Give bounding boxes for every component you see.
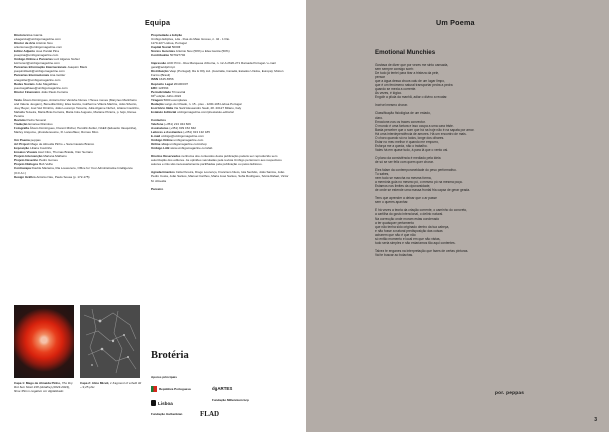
credit-role: Online shop	[151, 142, 169, 147]
poem-line: tudo seria simples e não estaríamos tão aqui contentes.	[375, 240, 456, 245]
credit-line	[151, 187, 291, 191]
credit-value: José Pardal Pina	[35, 49, 59, 54]
credit-line	[151, 154, 291, 166]
poem-line: pensar	[375, 75, 385, 80]
credit-role: Assinaturas	[151, 125, 169, 130]
page-number: 3	[594, 417, 597, 423]
poem-stanza	[375, 249, 595, 257]
credit-value: Ana Gottler	[49, 73, 66, 78]
cover-1-caption	[14, 381, 76, 393]
poem-line: Às vezes, é lógico.	[375, 91, 403, 96]
caption-label: Capa 1: Mago de Almeida Pinho,	[14, 381, 61, 385]
credit-role: Agradecimentos	[151, 170, 175, 175]
credit-value: umbigomagazine.com/pt/estatuto-editorial	[177, 109, 234, 114]
caption-label: Capa 2: Alice Miceli,	[80, 381, 110, 385]
credit-value: Liliana Coutinho	[30, 146, 52, 151]
credit-value: www.umbigomagazine.com/lab	[170, 146, 213, 151]
credit-role: Diretor de Arte	[14, 41, 36, 46]
credit-line	[151, 170, 291, 182]
logo-text: dgARTES	[212, 386, 233, 391]
cover-2-image	[80, 305, 140, 378]
poem-line: O mundo é uma fartura e isso ocupa a uma cara triste.	[375, 123, 454, 128]
credit-role: Revisão	[14, 117, 26, 122]
credit-role: Sócios Gerentes	[151, 49, 176, 54]
credit-block	[151, 154, 291, 166]
credit-value: Pedro Soveral	[26, 117, 46, 122]
credit-line	[14, 90, 142, 94]
lisboa-emblem-icon	[151, 400, 156, 406]
support-label: Apoios principais	[151, 375, 177, 379]
credit-line	[151, 69, 291, 77]
poem-line: sem sempre consigo sorrir.	[375, 67, 415, 72]
poem-line: de só se ser feliz com quem quer chorar.	[375, 159, 434, 164]
poem-line: Vales há em quase tudo, à para lá que o vento vai.	[375, 147, 449, 152]
credit-value: 507927702	[169, 53, 186, 58]
credit-line	[151, 61, 291, 69]
poem-line: Incrível mesmo chorar.	[375, 103, 408, 108]
credit-role: Umbigo Online	[151, 138, 173, 143]
credit-value: Via Sant'Alessandro Sauli, 28. 20127 Milano, Italy	[173, 105, 242, 110]
cover-1-image	[14, 305, 74, 378]
credit-block	[151, 61, 291, 114]
credit-value: umbigomagazine.com/shop	[169, 142, 207, 147]
cover-2-caption	[80, 381, 142, 389]
poem-line: e não fosse a natural predisposição das coisas	[375, 228, 443, 233]
poem-line: Tens que aprender a deixar que o ar passe	[375, 196, 437, 201]
partner-logo: Brotéria	[151, 350, 189, 361]
credit-value: Vasp (Portugal); Ra & Olly Ltd. (Australia, Canadá, Estados Unidos, Europa); Motion Forms (Brasil)	[151, 69, 284, 78]
credit-value: nenhuma dos conteúdos desta publicação poderá ser reproduzido sem autorização dos editores. As opiniões veiculadas pela revista Umbigo pertencem aos respectivos autores e não são necessariamente partilhadas pela publicação ou pelos Editores.	[151, 154, 282, 167]
credit-role: Editor Adjunto	[14, 49, 36, 54]
credit-role: Distribuição	[151, 69, 169, 74]
credit-role: Contribuinte	[151, 53, 170, 58]
logo-text: República Portuguesa	[159, 387, 191, 391]
credit-role: ERC	[151, 85, 158, 90]
lisboa-logo	[151, 400, 173, 406]
credit-value: joaomagalhaes@umbigomagazine.com	[14, 85, 68, 90]
credit-line	[14, 98, 142, 118]
credit-value: Double Mazama, Ria Louwerens, Office for Your Administrative Intelligence (O.F.A.I.)	[14, 166, 133, 175]
credit-value: Emanuel Ramires	[28, 121, 53, 126]
credit-role: ISSN	[151, 77, 159, 82]
credit-value: Bob Velho	[39, 162, 53, 167]
credit-role: Tradução	[14, 121, 28, 126]
credit-value: Largo do Chiado, n. 15 - piso - 1200-108 Lisboa Portugal	[164, 101, 242, 106]
poem-line: a cartilha do gosto intencional, o delírio natural.	[375, 212, 444, 217]
poem-line: Basta perceber que o som que há na hoje não é na sapata por amor.	[375, 127, 475, 132]
poem-line: que a água dessa chuva caiu de um lugar limpo,	[375, 79, 445, 84]
poem-line: a memória guia no mesmo pó, o mesmo pó na mesma poça.	[375, 180, 463, 185]
poem-line: O choro quando só no lodos, longe dos olhares.	[375, 135, 445, 140]
credit-value: ACD Print - Rua Marquesa d'Alorna, n. 12-A 2620-271 Ramada Portugal / e-mail geral@acdprint.pt	[151, 61, 276, 70]
credit-role: E-mail	[151, 134, 161, 139]
credit-value: António Néu, Paulo Sousa (p. 172-175)	[36, 174, 90, 179]
poem-stanza	[375, 111, 595, 151]
poem-line: Na correcção onde moram estas condenado	[375, 216, 440, 221]
credit-value: 124594	[158, 85, 169, 90]
credit-value: Mariana Malheiro	[43, 154, 67, 159]
flag-icon	[151, 386, 157, 392]
poem-line: Tu sabes,	[375, 172, 390, 177]
poem-line: Talvez te enganes na interpretação que fazes de certas pinturas.	[375, 248, 469, 253]
credit-role: Fotografia	[14, 126, 29, 131]
credit-value: Pedro Gomes	[39, 158, 58, 163]
credit-block	[14, 138, 142, 178]
credit-value: (+351) 913 132 185	[183, 130, 210, 135]
poem-stanza	[375, 168, 595, 192]
credit-role: Um Poema	[14, 138, 30, 143]
poem-line: a ter quaisquer pertamento	[375, 220, 415, 225]
poem-page	[306, 0, 609, 432]
flad-logo	[200, 410, 219, 418]
credit-value: (+351) 939 152 842	[169, 125, 196, 130]
poem-line: acharem que não é que não	[375, 232, 416, 237]
credit-role: Umbigo LAB	[151, 146, 170, 151]
credit-role: Ensaios Visuais	[14, 150, 38, 155]
credit-line	[14, 126, 142, 134]
poem-line: Classificação fisiológica de um estado,	[375, 111, 431, 116]
poem-line: que não tenha sido originado dentro da tua cabeça,	[375, 224, 450, 229]
credit-value: Mago de Almeida Pinho + Sara Castelo Branco	[30, 142, 95, 147]
credit-role: Art Project	[14, 142, 30, 147]
credit-value: luiznunez@umbigomagazine.com	[14, 61, 60, 66]
poem-line: claro.	[375, 115, 383, 120]
credit-role: Exposição	[14, 146, 30, 151]
credit-value: 5000 exemplares	[163, 97, 188, 102]
millennium-logo	[212, 398, 249, 402]
credit-role: Parcerias Informação Internacionais	[14, 65, 67, 70]
credit-role: Projeto Desenho	[14, 158, 39, 163]
credit-role: Direitos Reservados	[151, 154, 181, 159]
poem-line: sem o queres apanhar.	[375, 200, 409, 205]
poem-line: de onde se estende uma massa frontal fria capaz de gerar geada.	[375, 188, 471, 193]
credit-value: josepina@umbigomagazine.com	[14, 53, 59, 58]
poem-line: E há vezes a teoria da criação corrente, o caminho do concreto,	[375, 208, 468, 213]
poem-line: Gostava de dizer que por vezes me sinto cansada,	[375, 63, 449, 67]
poem-line: Eles falam da contemporaneidade do peso performativo.	[375, 168, 457, 173]
credit-line	[14, 166, 142, 174]
credit-line	[14, 175, 142, 179]
credit-role: Impressão	[151, 61, 167, 66]
credits-column-left	[14, 33, 142, 183]
credit-value: antonioneu@umbigomagazine.com	[14, 45, 62, 50]
credit-role: Capital Social	[151, 45, 171, 50]
credit-value: Umbigo Edições, Lda - Rua do Mato Grosso, n. 42 - 1 Dto.	[151, 37, 231, 42]
poem-line: Engolir a pilula da manhã, adiar o divino a recatar.	[375, 95, 448, 100]
poem-line: Esforça me a queda, não o trabalho.	[375, 143, 428, 148]
credit-role: Texto	[14, 97, 22, 102]
credit-role: Propriedade e Edição	[151, 33, 183, 37]
credit-role: Depósito Legal	[151, 81, 173, 86]
logo-text: Fundação Gulbenkian	[151, 412, 183, 416]
credit-value: Luiz Algarve Nuñez	[53, 57, 80, 62]
credit-value: umbigomagazine.com	[173, 138, 204, 143]
caption-text: The Dry Rot Sun Stool 318 (detalhe) (2023-2024), filme 35mm negativo cor digitalizado	[14, 381, 73, 394]
poem-line: que é um fenómeno natural transportar pedra a pedra	[375, 83, 453, 88]
credit-role: Umbigo Online e Parcerias	[14, 57, 53, 62]
poem-line: De tudo já tentei para tirar a tristeza da pele,	[375, 71, 440, 76]
credit-value: umbigo@umbigomagazine.com	[161, 134, 204, 139]
credit-value: (+351) 213 344 609	[164, 121, 191, 126]
credit-value: peppas	[30, 138, 41, 143]
poem-line: Emocione-nos os traces convector.	[375, 119, 426, 124]
republica-portuguesa-logo	[151, 386, 191, 392]
credit-block	[151, 187, 291, 191]
logo-text: FLAD	[200, 410, 220, 418]
dgartes-logo	[212, 386, 232, 391]
credit-role: Escritório Itália	[151, 105, 174, 110]
credit-value: Álvaro Domingues, Florent Michel, Hendrik Zeitler, NAEF (Eduardo Vasquinha), Marley Arayume, photoderesume, R. Lanouffaux, Romeu Mico	[14, 126, 137, 135]
credit-role: Diretor Financeiro	[14, 89, 41, 94]
credit-value: João Magalhães	[35, 81, 58, 86]
credit-line	[151, 110, 291, 114]
credit-value: 5000€	[171, 45, 181, 50]
credit-value: 1170-227 Lisboa, Portugal	[151, 41, 187, 46]
credit-value: Célia Pereira, Diogo Lourenço, Francisco Nieto, Iola Serôdio, João Santos, João Pedro Costa, João Santos, Manuel Carlhos, Maria José Santos, Sofia Rodrigues, Sónia Rafael, Victor M. Almeida	[151, 170, 289, 183]
credit-role: Redes Sociais	[14, 81, 35, 86]
logo-text: Fundação Millennium bcp	[212, 398, 249, 402]
poem-line: Há uma interdependência de amores. Há um encontro de mais.	[375, 131, 467, 136]
poem-line: quando se mexia a corrente.	[375, 87, 417, 92]
credit-value: 261003/07	[173, 81, 189, 86]
poem-stanza	[375, 63, 595, 99]
credit-role: Parceiro	[151, 186, 164, 191]
credit-value: 1645-6556	[158, 77, 174, 82]
credit-block	[14, 98, 142, 134]
credit-line	[151, 146, 291, 150]
poem-line: Estar no meu melhor é quando me empurro,	[375, 139, 439, 144]
poem-stanza	[375, 103, 595, 107]
credit-value: Elsa Garcia	[26, 33, 43, 37]
credit-block	[151, 33, 291, 57]
credit-value: António Néu (50%) e Elsa Garcia (50%)	[175, 49, 230, 54]
poem-line: só então momento e local em que não vistas,	[375, 236, 441, 241]
credits-column-right	[151, 33, 291, 195]
poem-body	[375, 63, 595, 261]
credit-value: António Néu	[35, 41, 53, 46]
credit-role: Diretora	[14, 33, 26, 37]
credit-role: Telefone	[151, 121, 164, 126]
poem-line: O plano da consistência é mediado pela ideia	[375, 155, 441, 160]
credit-role: Design Gráfico	[14, 174, 36, 179]
credit-role: Projeto Diálogos	[14, 162, 39, 167]
credit-block	[151, 170, 291, 182]
credit-role: Periodicidade	[151, 89, 171, 94]
poem-title: Emotional Munchies	[375, 49, 436, 56]
credit-value: anagottler@umbigomagazine.com	[14, 77, 61, 82]
poem-line: Estamos nos limites da cipovarsidade,	[375, 184, 431, 189]
credit-value: Trimestral	[171, 89, 186, 94]
poem-line: nem tudo se mancha na mesma forma,	[375, 176, 432, 181]
credit-role: Projeto Intervenção	[14, 154, 43, 159]
credit-line	[151, 53, 291, 57]
credit-value: João Paulo Ferreira	[41, 89, 68, 94]
page-title: Equipa	[145, 18, 171, 27]
page-title: Um Poema	[436, 18, 475, 27]
credit-role: Leitores e Assinantes	[151, 130, 183, 135]
credit-role: Estatuto Editorial	[151, 109, 177, 114]
credit-role: Parcerias Internacionais	[14, 73, 50, 78]
credit-value: Álvaro Domingues, Antonio Doc Vanishe Nunes / Hexes mexes (Marynes Marinheiro and Valerie Jeugam), Benedita Roby, Elsa Garcia, Guilherme Villeza Martins, João Silvério, Joey Beyer, Joel Vaz Dimitrio, João Lourenço Teixeira, Julia Algarve Nuñez, Liliana Coutinho, Mafalda Teixeira, Maria Brás Ferreira, Maria Inês Augusto, Mariane Pizarra, p. feijó, Renee Pereira	[14, 97, 140, 118]
credit-role: Contracapa	[14, 166, 31, 171]
poem-signature: por. peppas	[495, 391, 525, 396]
credit-block	[14, 33, 142, 94]
credit-role: Tiragem	[151, 97, 163, 102]
poem-stanza	[375, 156, 595, 164]
credit-value: joaquimblack@umbigomagazine.com	[14, 69, 65, 74]
caption-text: 1 fragment of a field 32 – 9,25 μSv	[80, 381, 142, 390]
credit-value: 84ª edição Julho 2024	[151, 93, 182, 98]
credit-value: Joaquim Black	[67, 65, 88, 70]
logo-text: Lisboa	[158, 400, 173, 406]
credit-value: elsagarcia@umbigomagazine.com	[14, 37, 61, 42]
poem-stanza	[375, 208, 595, 244]
credit-role: Contactos	[151, 117, 166, 122]
credit-role: Redação	[151, 101, 164, 106]
credit-block	[151, 118, 291, 150]
credit-value: Axel Citro, Thomas Braida, Vitor Serrano	[37, 150, 93, 155]
poem-stanza	[375, 196, 595, 204]
gulbenkian-logo	[151, 412, 182, 416]
poem-line: Vai te buscar ao bolachas.	[375, 252, 414, 257]
